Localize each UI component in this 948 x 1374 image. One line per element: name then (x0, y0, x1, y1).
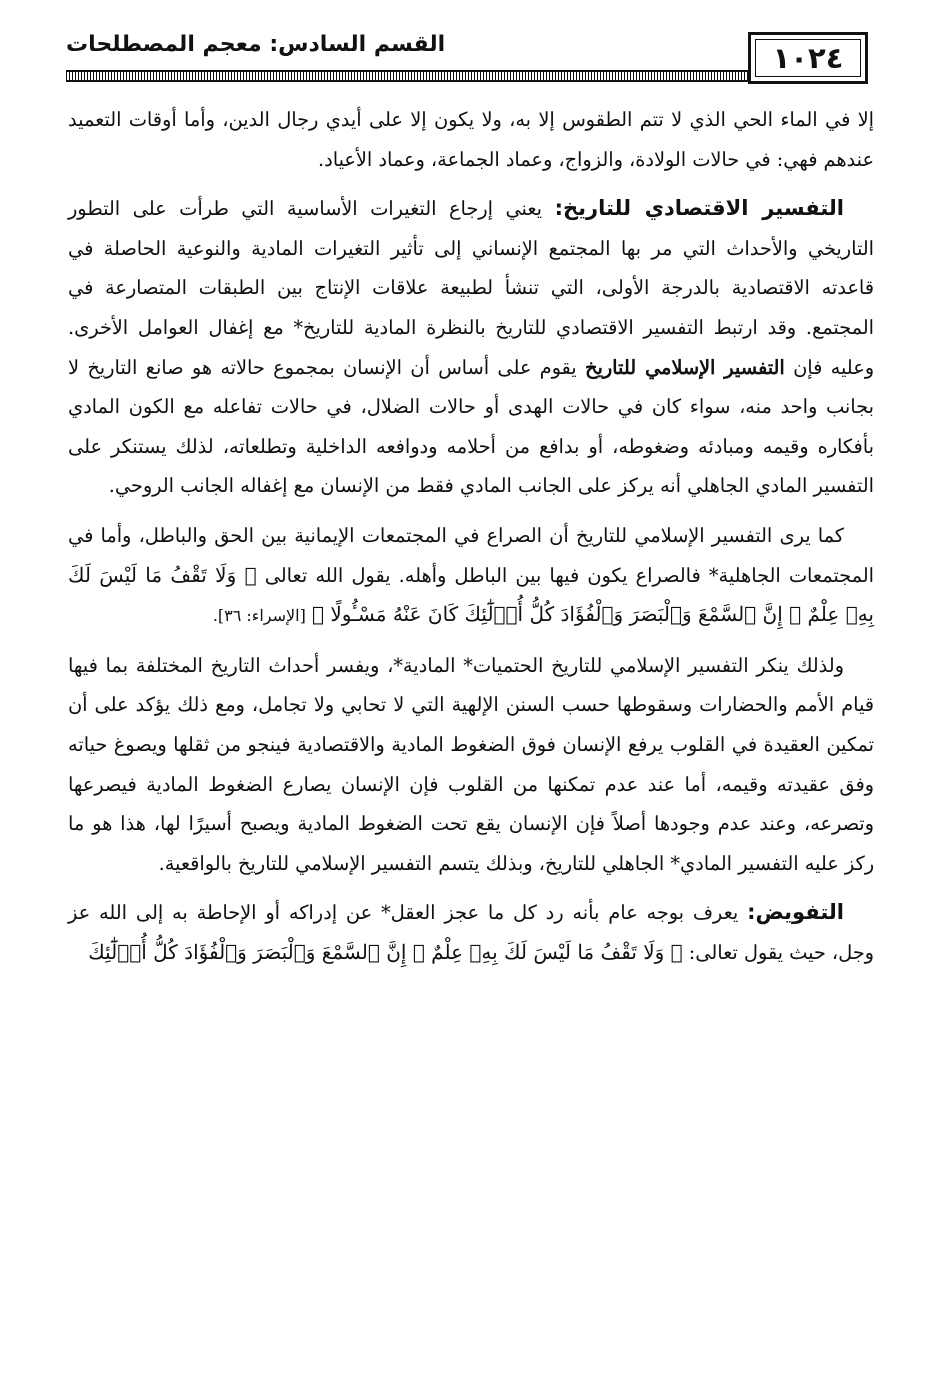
paragraph-determinism (68, 646, 874, 884)
paragraph-baptism-end (68, 100, 874, 179)
bold-phrase: التفسير الإسلامي للتاريخ (585, 355, 785, 379)
entry-economic-interpretation (68, 189, 874, 506)
entry-term: التفويض: (747, 900, 844, 925)
entry-tafwid (68, 893, 874, 972)
paragraph-text: كما يرى التفسير الإسلامي للتاريخ أن الصراع في المجتمعات الإيمانية بين الحق والباطل، وأما في المجتمعات الجاهلية* فالصراع يكون فيها بين الباطل وأهله. يقول الله تعالى (68, 523, 875, 587)
page-number: ١٠٢٤ (748, 32, 868, 84)
header-rule (66, 70, 748, 82)
paragraph-text: إلا في الماء الحي الذي لا تتم الطقوس إلا به، ولا يكون إلا على أيدي رجال الدين، وأما أوقات التعميد عندهم فهي: في حالات الولادة، والزواج، وعماد الجماعة، وعماد الأعياد. (68, 108, 874, 171)
section-title: القسم السادس: معجم المصطلحات (66, 32, 446, 57)
paragraph-islamic-view (68, 516, 874, 636)
verse-reference: [الإسراء: ٣٦]. (212, 606, 306, 626)
page-header (66, 22, 874, 84)
quran-verse: ﴿ وَلَا تَقْفُ مَا لَيْسَ لَكَ بِهِۦ عِلْمٌ ۚ إِنَّ ٱلسَّمْعَ وَٱلْبَصَرَ وَٱلْفُؤَادَ كُلُّ أُو۟لَٰٓئِكَ (88, 939, 683, 964)
paragraph-text: ولذلك ينكر التفسير الإسلامي للتاريخ الحتميات* المادية*، ويفسر أحداث التاريخ المختلفة بما فيها قيام الأمم والحضارات وسقوطها حسب السنن الإلهية التي لا تحابي ولا تجامل، ومع ذلك يؤكد على أن تمكين العقيدة في القلوب يرفع الإنسان فوق الضغوط المادية والاقتصادية فينجو من ثقلها ويصوغ حياته وفق عقيدته وقيمه، أما عند عدم تمكنها من القلوب فإن الإنسان يصارع الضغوط المادية فيصرعها وتصرعه، وعند عدم وجودها أصلاً فإن الإنسان يقع تحت الضغوط المادية ويصبح أسيرًا لها، هذا هو ما ركز عليه التفسير المادي* الجاهلي للتاريخ، وبذلك يتسم التفسير الإسلامي للتاريخ بالواقعية. (68, 653, 874, 875)
entry-text: يعرف بوجه عام بأنه رد كل ما عجز العقل* عن إدراكه أو الإحاطة به إلى الله عز وجل، حيث يقول تعالى: (68, 901, 874, 964)
page-content (68, 100, 874, 982)
quran-verse: ﴿ وَلَا تَقْفُ مَا لَيْسَ لَكَ بِهِۦ عِلْمٌ ۚ إِنَّ ٱلسَّمْعَ وَٱلْبَصَرَ وَٱلْفُؤَادَ كُلُّ أُو۟لَٰٓئِكَ كَانَ عَنْهُ مَسْـُٔولًا ﴾ (68, 562, 874, 627)
entry-term: التفسير الاقتصادي للتاريخ: (554, 196, 844, 221)
entry-text: يعني إرجاع التغيرات الأساسية التي طرأت على التطور التاريخي والأحداث التي مر بها المجتمع الإنساني إلى تأثير التغيرات المادية والنوعية الحاصلة في قاعدته الاقتصادية بالدرجة الأولى، التي تنشأ لطبيعة علاقات الإنتاج بين الطبقات المتصارعة في المجتمع. وقد ارتبط التفسير الاقتصادي للتاريخ بالنظرة المادية للتاريخ* مع إغفال العوامل الأخرى. وعليه فإن (68, 197, 875, 379)
entry-text-continued: يقوم على أساس أن الإنسان بمجموع حالاته هو صانع التاريخ لا بجانب واحد منه، سواء كان في حالات الهدى أو حالات الضلال، في حالات تفاعله مع الكون المادي بأفكاره وقيمه ومبادئه وضغوطه، أو بدافع من أحلامه ودوافعه الداخلية وتطلعاته، لذلك يستنكر على التفسير المادي الجاهلي أنه يركز على الجانب المادي فقط من الإنسان مع إغفاله الجانب الروحي. (68, 355, 874, 498)
